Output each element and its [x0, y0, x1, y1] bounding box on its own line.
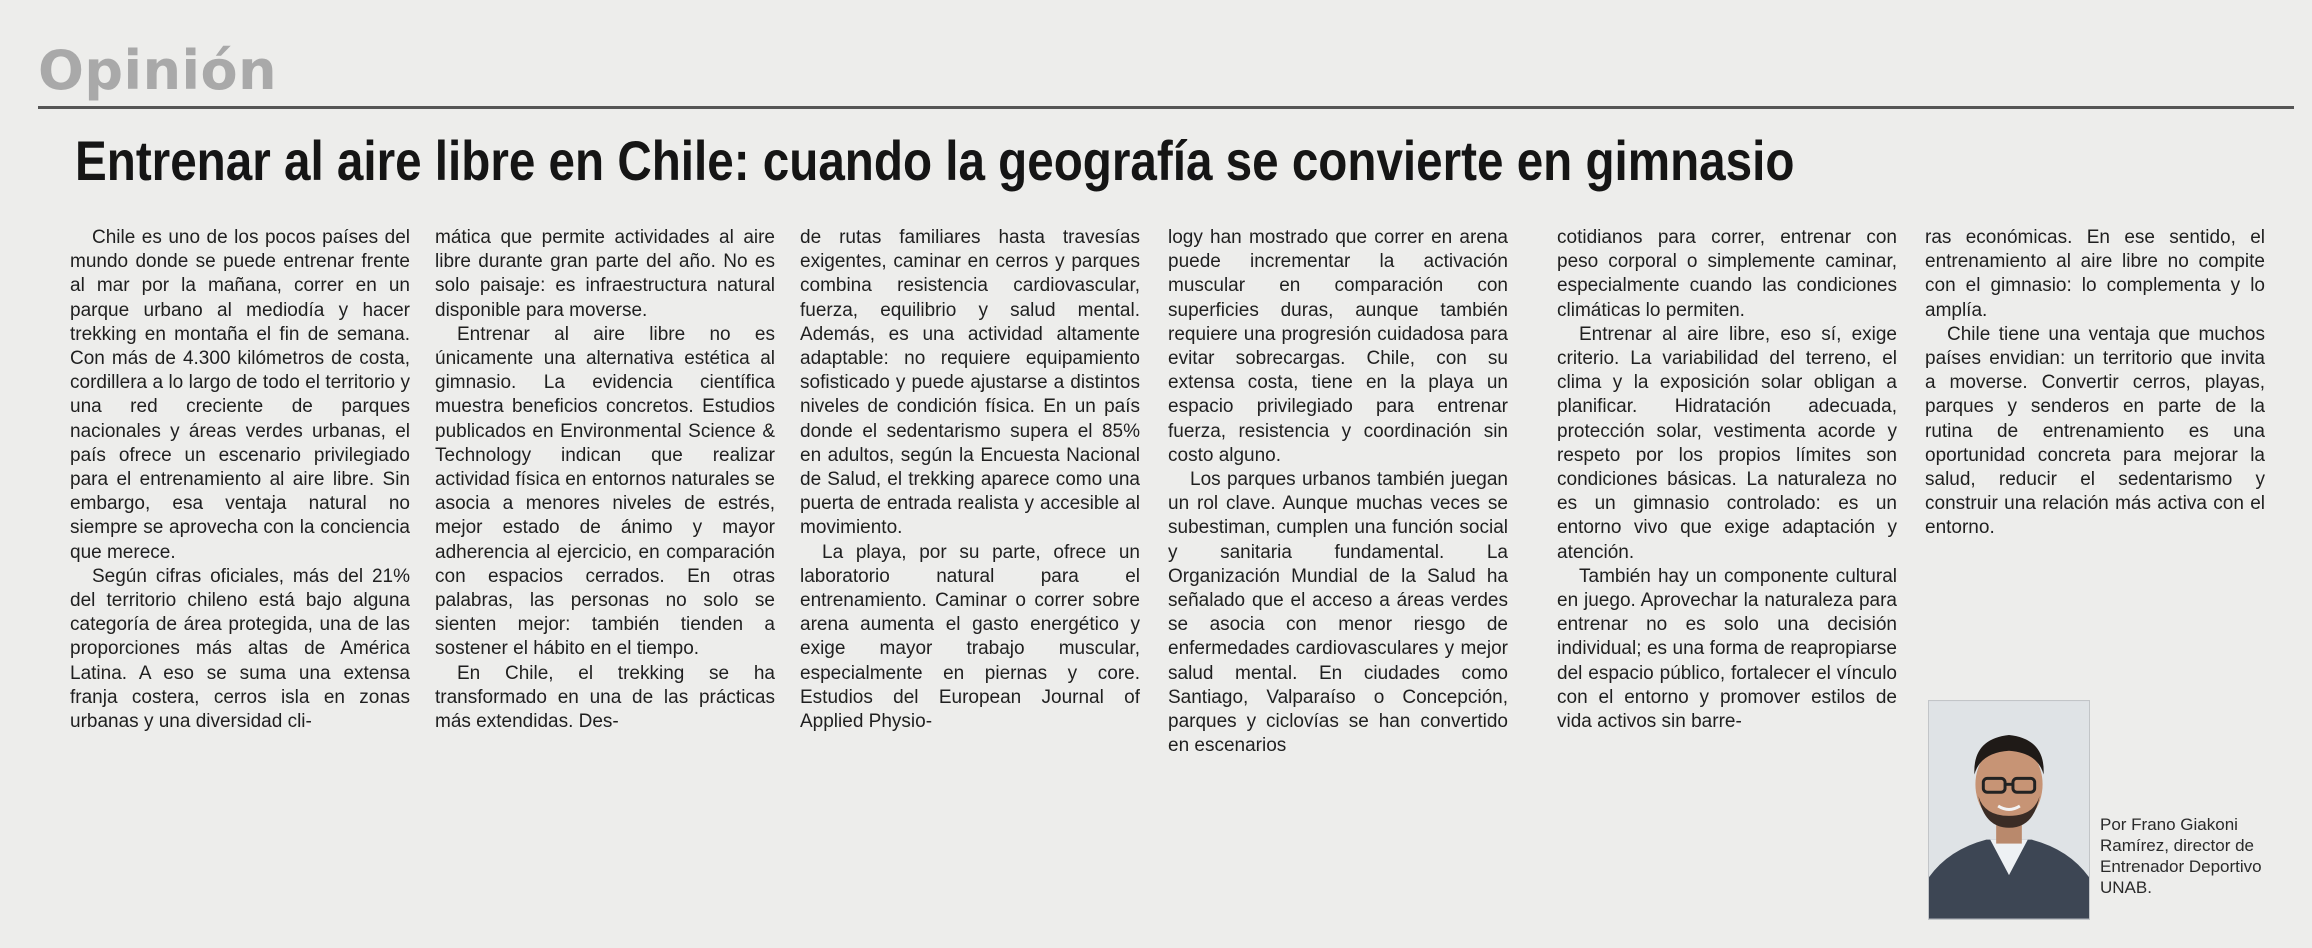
paragraph: La playa, por su parte, ofrece un laboratorio natural para el entrenamiento. Caminar o correr sobre arena aumenta el gasto energético y exige mayor trabajo muscular, especialmente en piernas y core. Estudios del European Journal of Applied Physio- — [800, 541, 1140, 733]
section-rule — [38, 106, 2294, 109]
article-column-4 — [1168, 226, 1508, 926]
paragraph: Los parques urbanos también juegan un rol clave. Aunque muchas veces se subestiman, cumplen una función social y sanitaria fundamental. La Organización Mundial de la Salud ha señalado que el acceso a áreas verdes se asocia con menor riesgo de enfermedades cardiovasculares y mejor salud mental. En ciudades como Santiago, Valparaíso o Concepción, parques y ciclovías se han convertido en escenarios — [1168, 469, 1508, 757]
paragraph: cotidianos para correr, entrenar con peso corporal o simplemente caminar, especialmente cuando las condiciones climáticas lo permiten. — [1557, 227, 1897, 321]
article-column-6 — [1925, 226, 2265, 646]
article-column-1 — [70, 226, 410, 926]
paragraph: También hay un componente cultural en juego. Aprovechar la naturaleza para entrenar no es solo una decisión individual; es una forma de reapropiarse del espacio público, fortalecer el vínculo con el entorno y promover estilos de vida activos sin barre- — [1557, 565, 1897, 733]
paragraph: En Chile, el trekking se ha transformado en una de las prácticas más extendidas. Des- — [435, 662, 775, 733]
paragraph: logy han mostrado que correr en arena puede incrementar la activación muscular en comparación con superficies duras, aunque también requiere una progresión cuidadosa para evitar sobrecargas. Chile, con su extensa costa, tiene en la playa un espacio privilegiado para entrenar fuerza, resistencia y coordinación sin costo alguno. — [1168, 227, 1508, 466]
paragraph: Entrenar al aire libre no es únicamente una alternativa estética al gimnasio. La evidencia científica muestra beneficios concretos. Estudios publicados en Environmental Science & Technology indican que realizar actividad física en entornos naturales se asocia a menores niveles de estrés, mejor estado de ánimo y mayor adherencia al ejercicio, en comparación con espacios cerrados. En otras palabras, las personas no solo se sienten mejor: también tienden a sostener el hábito en el tiempo. — [435, 323, 775, 660]
section-label: Opinión — [38, 39, 278, 102]
paragraph: ras económicas. En ese sentido, el entrenamiento al aire libre no compite con el gimnasio: lo complementa y lo amplía. — [1925, 227, 2265, 321]
paragraph: de rutas familiares hasta travesías exigentes, caminar en cerros y parques combina resistencia cardiovascular, fuerza, equilibrio y salud mental. Además, es una actividad altamente adaptable: no requiere equipamiento sofisticado y puede ajustarse a distintos niveles de condición física. En un país donde el sedentarismo supera el 85% en adultos, según la Encuesta Nacional de Salud, el trekking aparece como una puerta de entrada realista y accesible al movimiento. — [800, 227, 1140, 539]
paragraph: mática que permite actividades al aire libre durante gran parte del año. No es solo paisaje: es infraestructura natural disponible para moverse. — [435, 227, 775, 321]
headline: Entrenar al aire libre en Chile: cuando la geografía se convierte en gimnasio — [75, 129, 1795, 192]
paragraph: Según cifras oficiales, más del 21% del territorio chileno está bajo alguna categoría de área protegida, una de las proporciones más altas de América Latina. A eso se suma una extensa franja costera, cerros isla en zonas urbanas y una diversidad cli- — [70, 565, 410, 733]
author-caption: Por Frano Giakoni Ramírez, director de Entrenador Deportivo UNAB. — [2100, 815, 2262, 897]
paragraph: Entrenar al aire libre, eso sí, exige criterio. La variabilidad del terreno, el clima y la exposición solar obligan a planificar. Hidratación adecuada, protección solar, vestimenta acorde y respeto por los propios límites son condiciones básicas. La naturaleza no es un gimnasio controlado: es un entorno vivo que exige adaptación y atención. — [1557, 323, 1897, 563]
article-column-3 — [800, 226, 1140, 926]
paragraph: Chile es uno de los pocos países del mundo donde se puede entrenar frente al mar por la mañana, correr en un parque urbano al mediodía y hacer trekking en montaña el fin de semana. Con más de 4.300 kilómetros de costa, cordillera a lo largo de todo el territorio y una red creciente de parques nacionales y áreas verdes urbanas, el país ofrece un escenario privilegiado para el entrenamiento al aire libre. Sin embargo, esa ventaja natural no siempre se aprovecha con la conciencia que merece. — [70, 227, 410, 563]
article-column-2 — [435, 226, 775, 926]
paragraph: Chile tiene una ventaja que muchos países envidian: un territorio que invita a moverse. Convertir cerros, playas, parques y senderos en parte de la rutina de entrenamiento es una oportunidad concreta para mejorar la salud, reducir el sedentarismo y construir una relación más activa con el entorno. — [1925, 323, 2265, 539]
article-column-5 — [1557, 226, 1897, 926]
author-photo — [1928, 700, 2090, 920]
